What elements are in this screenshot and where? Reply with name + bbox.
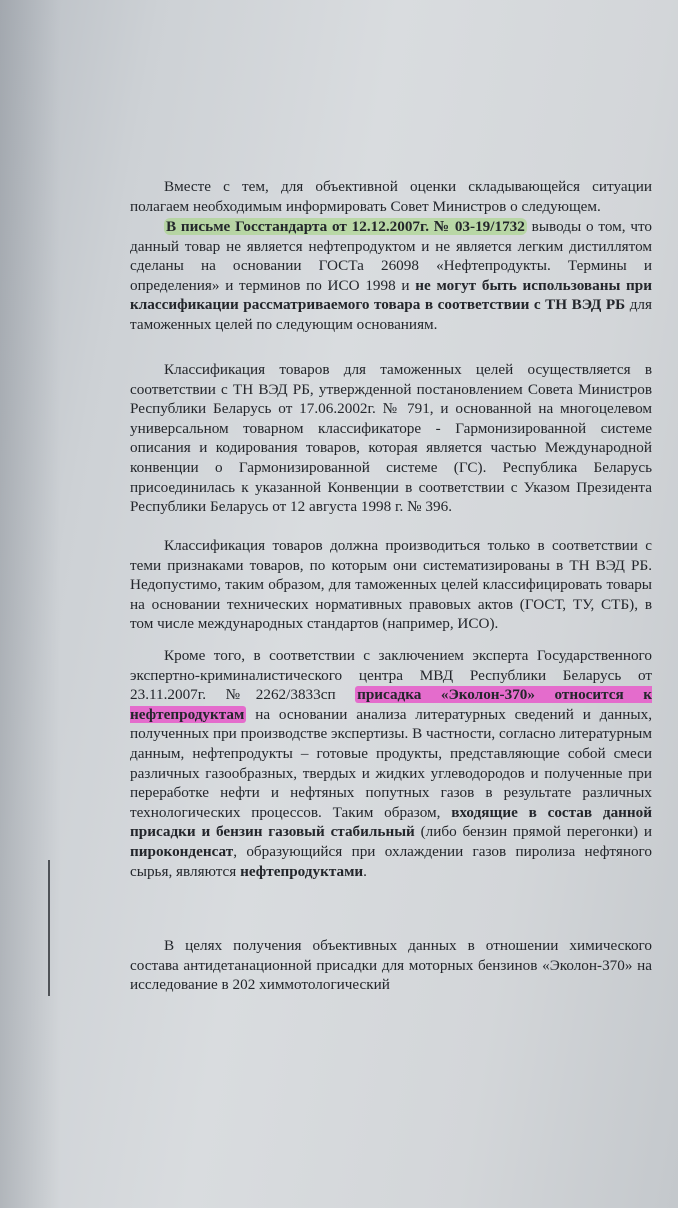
- expert-conclusion-bold-petroleum: нефтепродуктами: [240, 862, 364, 880]
- gosstandart-tail-text: для таможенных целей по следующим основаниям.: [130, 296, 653, 333]
- paragraph-classification-basis: [130, 360, 652, 517]
- gosstandart-letter-reference: В письме Госстандарта от 12.12.2007г. № 03-19/1732: [166, 218, 525, 235]
- page-shadow: [0, 0, 60, 1208]
- expert-conclusion-bold-components: входящие в состав данной присадки и бензин газовый стабильный: [130, 803, 653, 841]
- gosstandart-cannot-be-used: не могут быть использованы при классификации рассматриваемого товара в соответствии с ТН ВЭД РБ: [130, 276, 652, 314]
- expert-conclusion-highlight: присадка «Эколон-370» относится к нефтепродуктам: [130, 686, 652, 723]
- paragraph-research-request: [130, 936, 652, 995]
- margin-pen-line: [48, 860, 50, 996]
- paragraph-gosstandart-letter: [130, 217, 652, 335]
- paragraph-expert-conclusion: [130, 646, 652, 881]
- expert-conclusion-mid2: (либо бензин прямой перегонки) и: [414, 823, 652, 841]
- expert-conclusion-end: .: [363, 862, 367, 880]
- expert-conclusion-mid3: , образующийся при охлаждении газов пиролиза нефтяного сырья, являются: [130, 842, 652, 880]
- paragraph-intro-text: Вместе с тем, для объективной оценки складывающейся ситуации полагаем необходимым информировать Совет Министров о следующем.: [130, 178, 652, 215]
- gosstandart-conclusion-text: выводы о том, что данный товар не является нефтепродуктом и не является легким дистиллятом сделаны на основании ГОСТа 26098 «Нефтепродукты. Термины и определения» и терминов по ИСО 1998 и: [130, 218, 652, 294]
- paragraph-intro: [130, 177, 652, 216]
- expert-conclusion-bold-pyrocondensate: пироконденсат: [130, 842, 234, 860]
- paragraph-classification-rules-text: Классификация товаров должна производиться только в соответствии с теми признаками товаров, по которым они систематизированы в ТН ВЭД РБ. Недопустимо, таким образом, для таможенных целей классифицировать товары на основании технических нормативных правовых актов (ГОСТ, ТУ, СТБ), в том числе международных стандартов (например, ИСО).: [130, 537, 652, 633]
- expert-conclusion-lead: Кроме того, в соответствии с заключением эксперта Государственного экспертно-криминалистического центра МВД Республики Беларусь от 23.11.2007г. №2262/3833сп: [130, 647, 652, 704]
- expert-conclusion-mid: на основании анализа литературных сведений и данных, полученных при производстве экспертизы. В частности, согласно литературным данным, нефтепродукты – готовые продукты, представляющие собой смеси различных газообразных, твердых и жидких углеводородов и полученные при переработке нефти и нефтяных попутных газов в результате различных технологических процессов. Таким образом,: [130, 705, 652, 821]
- paragraph-research-request-text: В целях получения объективных данных в отношении химического состава антидетанационной присадки для моторных бензинов «Эколон-370» на исследование в 202 химмотологический: [130, 937, 652, 994]
- paragraph-classification-rules: [130, 536, 652, 634]
- paragraph-classification-basis-text: Классификация товаров для таможенных целей осуществляется в соответствии с ТН ВЭД РБ, утвержденной постановлением Совета Министров Республики Беларусь от 17.06.2002г. № 791, и основанной на многоцелевом универсальном товарном классификаторе - Гармонизированной системе описания и кодирования товаров, которая является частью Международной конвенции о Гармонизированной системе (ГС). Республика Беларусь присоединилась к указанной Конвенции в соответствии с Указом Президента Республики Беларусь от 12 августа 1998 г. № 396.: [130, 361, 652, 516]
